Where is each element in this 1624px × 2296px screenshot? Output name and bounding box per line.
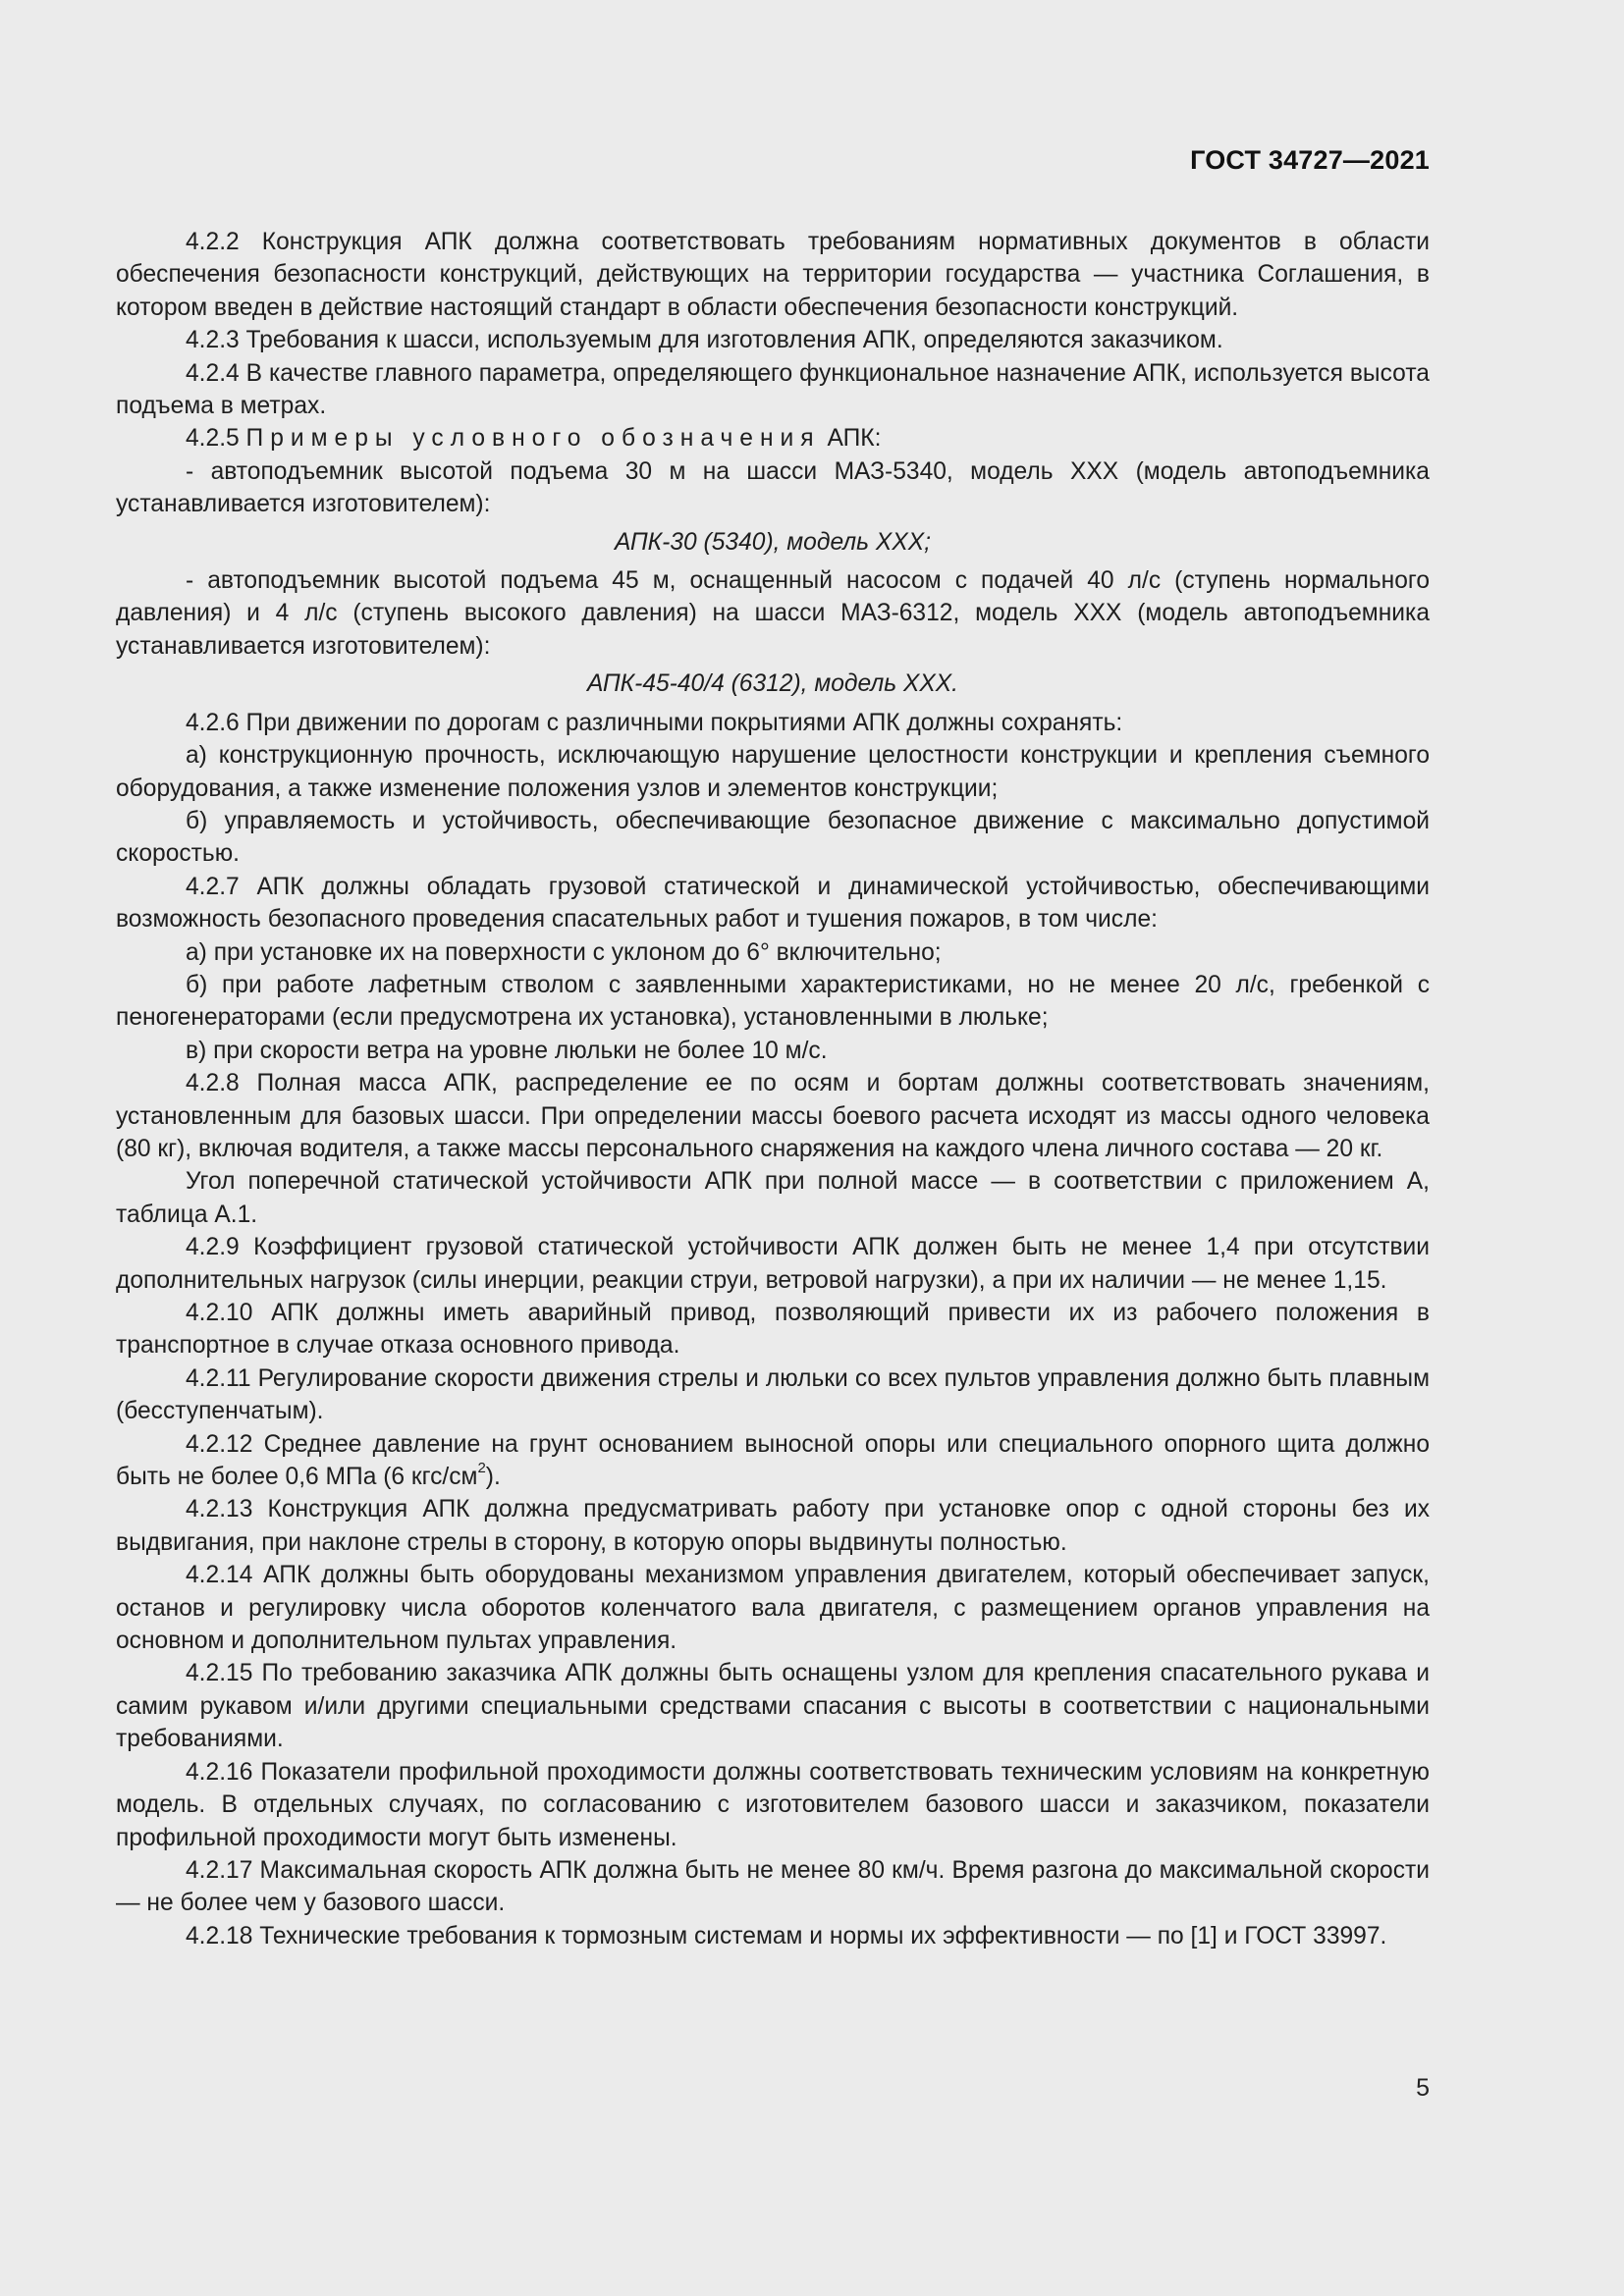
clause-4-2-7-b: б) при работе лафетным стволом с заявленными характеристиками, но не менее 20 л/с, гребенкой с пеногенераторами (если предусмотрена их установка), установленными в люльке;	[116, 971, 1430, 1032]
clause-4-2-6-b: б) управляемость и устойчивость, обеспечивающие безопасное движение с максимально допустимой скоростью.	[116, 807, 1430, 868]
clause-4-2-18: 4.2.18 Технические требования к тормозным системам и нормы их эффективности — по [1] и ГОСТ 33997.	[186, 1922, 1387, 1949]
clause-4-2-7-v: в) при скорости ветра на уровне люльки не более 10 м/с.	[186, 1037, 828, 1064]
clause-4-2-12-end: ).	[485, 1464, 501, 1491]
clause-4-2-2: 4.2.2 Конструкция АПК должна соответствовать требованиям нормативных документов в области обеспечения безопасности конструкций, действующих на территории государства — участника Соглашения, в котором введен в действие настоящий стандарт в области обеспечения безопасности конструкций.	[116, 229, 1430, 321]
clause-4-2-14: 4.2.14 АПК должны быть оборудованы механизмом управления двигателем, который обеспечивает запуск, останов и регулировку числа оборотов коленчатого вала двигателя, с размещением органов управления на основном и дополнительном пультах управления.	[116, 1562, 1430, 1655]
example-2-description: - автоподъемник высотой подъема 45 м, оснащенный насосом с подачей 40 л/с (ступень нормального давления) и 4 л/с (ступень высокого давления) на шасси МАЗ-6312, модель XXX (модель автоподъемника устанавливается изготовителем):	[116, 567, 1430, 660]
clause-4-2-4: 4.2.4 В качестве главного параметра, определяющего функциональное назначение АПК, используется высота подъема в метрах.	[116, 359, 1430, 420]
clause-4-2-12	[116, 1428, 1430, 1494]
clause-4-2-15: 4.2.15 По требованию заказчика АПК должны быть оснащены узлом для крепления спасательного рукава и самим рукавом и/или другими специальными средствами спасания с высоты в соответствии с национальными требованиями.	[116, 1660, 1430, 1753]
clause-4-2-3: 4.2.3 Требования к шасси, используемым для изготовления АПК, определяются заказчиком.	[186, 327, 1223, 354]
example-1-designation: АПК-30 (5340), модель XXX;	[615, 528, 931, 556]
clause-4-2-16: 4.2.16 Показатели профильной проходимости должны соответствовать техническим условиям на конкретную модель. В отдельных случаях, по согласованию с изготовителем базового шасси и заказчиком, показатели профильной проходимости могут быть изменены.	[116, 1758, 1430, 1851]
page-number: 5	[1416, 2074, 1430, 2102]
clause-4-2-5-tail: АПК:	[827, 425, 882, 453]
clause-4-2-7-a: а) при установке их на поверхности с уклоном до 6° включительно;	[186, 938, 942, 966]
clause-4-2-5	[116, 422, 1430, 454]
clause-4-2-12-text: 4.2.12 Среднее давление на грунт основанием выносной опоры или специального опорного щита должно быть не более 0,6 МПа (6 кгс/см	[116, 1430, 1430, 1491]
example-1-description: - автоподъемник высотой подъема 30 м на шасси МАЗ-5340, модель XXX (модель автоподъемника устанавливается изготовителем):	[116, 457, 1430, 518]
clause-4-2-8: 4.2.8 Полная масса АПК, распределение ее по осям и бортам должны соответствовать значениям, установленным для базовых шасси. При определении массы боевого расчета исходят из массы одного человека (80 кг), включая водителя, а также массы персонального снаряжения на каждого члена личного состава — 20 кг.	[116, 1070, 1430, 1162]
clause-4-2-17: 4.2.17 Максимальная скорость АПК должна быть не менее 80 км/ч. Время разгона до максимальной скорости — не более чем у базового шасси.	[116, 1856, 1430, 1917]
clause-4-2-10: 4.2.10 АПК должны иметь аварийный привод, позволяющий привести их из рабочего положения в транспортное в случае отказа основного привода.	[116, 1300, 1430, 1360]
example-2-designation: АПК-45-40/4 (6312), модель XXX.	[586, 670, 959, 698]
clause-4-2-8-stability-angle: Угол поперечной статической устойчивости АПК при полной массе — в соответствии с приложением А, таблица А.1.	[116, 1168, 1430, 1228]
clause-4-2-5-spaced-title: Примеры условного обозначения	[245, 425, 821, 453]
clause-4-2-5-number: 4.2.5	[186, 425, 240, 453]
clause-4-2-12-superscript: 2	[477, 1459, 486, 1476]
clause-4-2-7: 4.2.7 АПК должны обладать грузовой статической и динамической устойчивостью, обеспечивающими возможность безопасного проведения спасательных работ и тушения пожаров, в том числе:	[116, 873, 1430, 934]
clause-4-2-9: 4.2.9 Коэффициент грузовой статической устойчивости АПК должен быть не менее 1,4 при отсутствии дополнительных нагрузок (силы инерции, реакции струи, ветровой нагрузки), а при их наличии — не менее 1,15.	[116, 1234, 1430, 1294]
clause-4-2-11: 4.2.11 Регулирование скорости движения стрелы и люльки со всех пультов управления должно быть плавным (бесступенчатым).	[116, 1364, 1430, 1425]
clause-4-2-6-a: а) конструкционную прочность, исключающую нарушение целостности конструкции и крепления съемного оборудования, а также изменение положения узлов и элементов конструкции;	[116, 742, 1430, 802]
clause-4-2-6: 4.2.6 При движении по дорогам с различными покрытиями АПК должны сохранять:	[186, 709, 1123, 736]
clause-4-2-13: 4.2.13 Конструкция АПК должна предусматривать работу при установке опор с одной стороны без их выдвигания, при наклоне стрелы в сторону, в которую опоры выдвинуты полностью.	[116, 1496, 1430, 1556]
document-body	[116, 226, 1430, 1952]
document-header-standard-id: ГОСТ 34727—2021	[1190, 145, 1430, 175]
